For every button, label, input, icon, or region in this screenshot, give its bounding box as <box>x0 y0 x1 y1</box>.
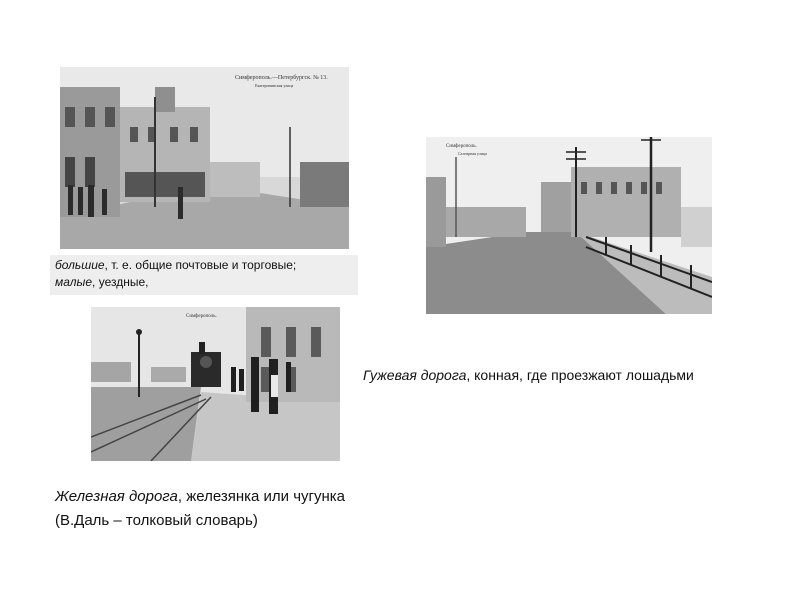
caption-small-term: малые <box>55 275 93 289</box>
caption-large-desc: , т. е. общие почтовые и торговые; <box>104 258 297 272</box>
horse-road-desc: , конная, где проезжают лошадьми <box>466 367 694 383</box>
photo-railway-station <box>91 307 340 461</box>
horse-road-term: Гужевая дорога <box>363 367 467 383</box>
railway-term: Железная дорога <box>55 488 178 505</box>
photo-street-2-subcaption: Салгирная улица <box>458 151 487 156</box>
railway-desc: , железянка или чугунка <box>177 488 346 505</box>
photo-street-1-caption: Симферополь.—Петербургск. № 13. <box>235 75 328 81</box>
dal-note: (В.Даль – толковый словарь) <box>55 512 258 529</box>
railway-text <box>55 488 345 505</box>
photo-railway-station-caption: Симферополь. <box>186 314 217 319</box>
caption-small-desc: , уездные, <box>92 275 149 289</box>
photo-street-1 <box>60 67 349 249</box>
photo-street-2 <box>426 137 712 314</box>
caption-line-1 <box>55 257 353 274</box>
caption-large-term: большие <box>55 258 105 272</box>
caption-box <box>50 255 358 295</box>
photo-street-2-caption: Симферополь. <box>446 144 477 149</box>
horse-road-text <box>363 367 694 383</box>
caption-line-2 <box>55 274 353 291</box>
photo-street-1-subcaption: Екатерининская улица <box>255 83 294 88</box>
